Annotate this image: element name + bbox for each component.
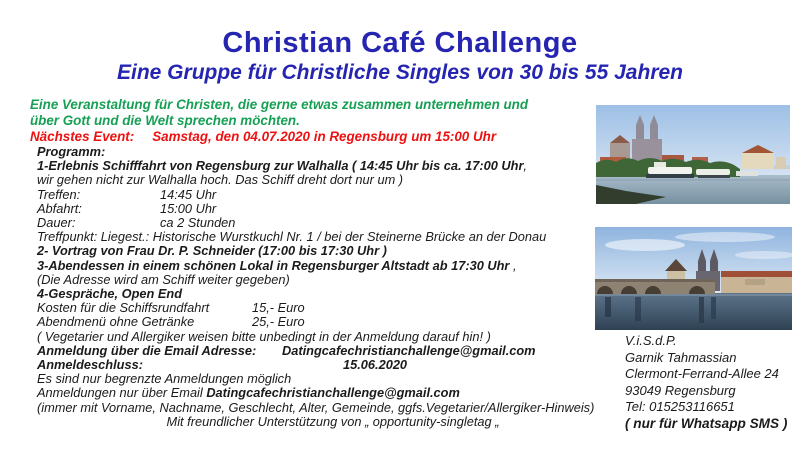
- next-event-label: Nächstes Event:: [30, 129, 135, 144]
- email-only-line: Anmeldungen nur über Email Datingcafechristianchallenge@gmail.com: [37, 385, 460, 401]
- program-item-1-note: wir gehen nicht zur Walhalla hoch. Das Schiff dreht dort nur um ): [37, 172, 404, 188]
- contact-phone: Tel: 015253116651: [625, 399, 735, 415]
- contact-city: 93049 Regensburg: [625, 382, 736, 398]
- cost-label: Abendmenü ohne Getränke: [37, 314, 195, 330]
- schedule-label: Dauer:: [37, 215, 76, 231]
- program-item-3: 3-Abendessen in einem schönen Lokal in Regensburger Altstadt ab 17:30 Uhr ,: [37, 257, 517, 273]
- schedule-value: 14:45 Uhr: [160, 186, 217, 202]
- main-text-column: [30, 97, 596, 429]
- program-item-3-note: (Die Adresse wird am Schiff weiter gegeben): [37, 271, 290, 287]
- registration-details-note: (immer mit Vorname, Nachname, Geschlecht, Alter, Gemeinde, ggfs.Vegetarier/Allergiker-Hinweis): [37, 399, 595, 415]
- registration-email-row: [30, 344, 596, 358]
- steinerne-bruecke-photo: [595, 227, 792, 330]
- program-item-1: 1-Erlebnis Schifffahrt von Regensburg zur Walhalla ( 14:45 Uhr bis ca. 17:00 Uhr,: [37, 158, 527, 174]
- program-heading: Programm:: [37, 144, 106, 159]
- page-subtitle: Eine Gruppe für Christliche Singles von 30 bis 55 Jahren: [117, 61, 683, 84]
- schedule-row-dauer: [30, 216, 596, 230]
- next-event-value: Samstag, den 04.07.2020 in Regensburg um 15:00 Uhr: [152, 129, 497, 144]
- cost-row-dinner: [30, 315, 596, 329]
- contact-visdp: V.i.S.d.P.: [625, 333, 677, 348]
- vegetarian-note: ( Vegetarier und Allergiker weisen bitte unbedingt in der Anmeldung darauf hin! ): [37, 328, 491, 344]
- registration-deadline-label: Anmeldeschluss:: [37, 357, 143, 373]
- intro-line-2: über Gott und die Welt sprechen möchten.: [30, 113, 300, 128]
- contact-street: Clermont-Ferrand-Allee 24: [625, 366, 779, 382]
- cost-label: Kosten für die Schiffsrundfahrt: [37, 300, 210, 316]
- support-note: Mit freundlicher Unterstützung von „ opportunity-singletag „: [166, 413, 500, 429]
- cost-row-boat: [30, 301, 596, 315]
- program-item-4: 4-Gespräche, Open End: [37, 286, 183, 302]
- meeting-point-line: Treffpunkt: Liegest.: Historische Wurstkuchl Nr. 1 / bei der Steinerne Brücke an der Donau: [37, 229, 547, 245]
- cost-value: 25,- Euro: [252, 314, 305, 330]
- schedule-value: 15:00 Uhr: [160, 200, 217, 216]
- program-item-2: 2- Vortrag von Frau Dr. P. Schneider (17:00 bis 17:30 Uhr ): [37, 243, 387, 259]
- contact-block: [625, 333, 787, 433]
- cost-value: 15,- Euro: [252, 300, 305, 316]
- registration-deadline-value: 15.06.2020: [343, 357, 408, 373]
- regensburg-riverfront-photo: [596, 105, 790, 204]
- next-event-line: [30, 129, 596, 145]
- schedule-label: Abfahrt:: [37, 200, 82, 216]
- contact-whatsapp-note: ( nur für Whatsapp SMS ): [625, 415, 788, 431]
- page-title: Christian Café Challenge: [222, 27, 578, 59]
- registration-email-label: Anmeldung über die Email Adresse:: [37, 342, 257, 358]
- schedule-row-treffen: [30, 188, 596, 202]
- email-only-value: Datingcafechristianchallenge@gmail.com: [206, 385, 460, 401]
- schedule-value: ca 2 Stunden: [160, 215, 236, 231]
- schedule-label: Treffen:: [37, 186, 81, 202]
- contact-name: Garnik Tahmassian: [625, 349, 737, 365]
- intro-line-1: Eine Veranstaltung für Christen, die gerne etwas zusammen unternehmen und: [30, 97, 529, 112]
- registration-deadline-row: [30, 358, 596, 372]
- limited-registrations-note: Es sind nur begrenzte Anmeldungen möglich: [37, 371, 292, 387]
- registration-email-value: Datingcafechristianchallenge@gmail.com: [282, 342, 536, 358]
- schedule-row-abfahrt: [30, 202, 596, 216]
